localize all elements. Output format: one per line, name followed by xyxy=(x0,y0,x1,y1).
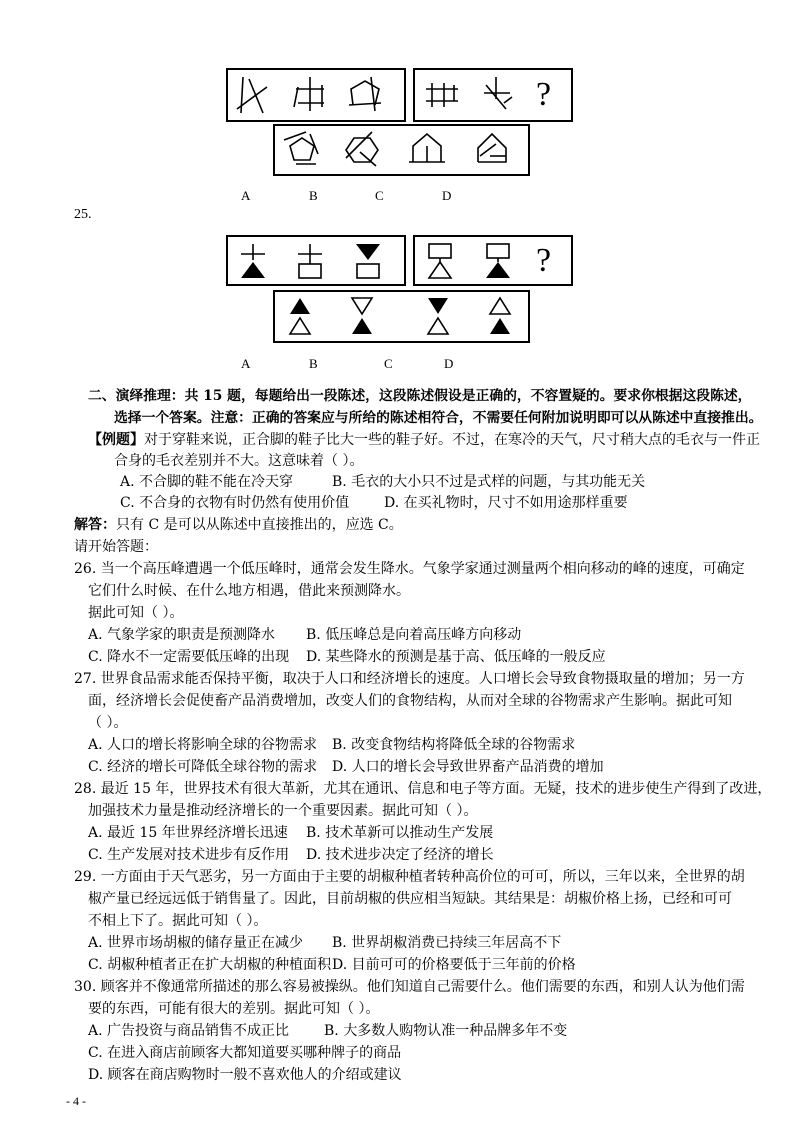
q27-option-c: C. 经济的增长可降低全球谷物的需求 xyxy=(88,759,318,775)
q27-line-1: 27. 世界食品需求能否保持平衡，取决于人口和经济增长的速度。人口增长会导致食物摄取量的增加；另一方 xyxy=(74,671,745,687)
q24-figure-1 xyxy=(233,73,273,117)
q30-option-d: D. 顾客在商店购物时一般不喜欢他人的介绍或建议 xyxy=(88,1067,402,1083)
q29-option-c: C. 胡椒种植者正在扩大胡椒的种植面积 xyxy=(88,957,332,973)
q25-figure-4 xyxy=(420,240,460,282)
q26-option-a: A. 气象学家的职责是预测降水 xyxy=(88,627,276,643)
q25-option-d-figure xyxy=(480,294,520,340)
q30-option-b: B. 大多数人购物认准一种品牌多年不变 xyxy=(324,1023,568,1039)
example-text: 对于穿鞋来说，正合脚的鞋子比大一些的鞋子好。不过，在寒冷的天气，尺寸稍大点的毛衣与一件正 xyxy=(144,432,760,448)
q24-figure-4 xyxy=(422,73,462,117)
q24-option-d-figure xyxy=(470,128,514,172)
q27-option-b: B. 改变食物结构将降低全球的谷物需求 xyxy=(332,737,576,753)
q27-option-a: A. 人口的增长将影响全球的谷物需求 xyxy=(88,737,318,753)
q24-option-b-figure xyxy=(340,128,384,172)
q25-figure-3 xyxy=(348,240,388,282)
q28-option-c: C. 生产发展对技术进步有反作用 xyxy=(88,847,290,863)
example-paragraph-line-2: 合身的毛衣差别并不大。这意味着（ ）。 xyxy=(114,453,364,469)
example-paragraph-line-1 xyxy=(88,430,760,450)
q29-option-a: A. 世界市场胡椒的储存量正在减少 xyxy=(88,935,304,951)
q29-line-1: 29. 一方面由于天气恶劣，另一方面由于主要的胡椒种植者转种高价位的可可，所以，三年以来，全世界的胡 xyxy=(74,869,745,885)
q29-option-d: D. 目前可可的价格要低于三年前的价格 xyxy=(332,957,576,973)
q28-option-b: B. 技术革新可以推动生产发展 xyxy=(306,825,494,841)
q25-option-c-figure xyxy=(418,294,458,340)
q25-option-label-b: B xyxy=(309,356,318,371)
q25-option-b-figure xyxy=(342,294,382,340)
q28-option-a: A. 最近 15 年世界经济增长迅速 xyxy=(88,825,288,841)
q29-option-b: B. 世界胡椒消费已持续三年居高不下 xyxy=(332,935,562,951)
q27-option-d: D. 人口的增长会导致世界畜产品消费的增加 xyxy=(332,759,604,775)
q24-option-label-c: C xyxy=(375,188,384,203)
example-option-d: D. 在买礼物时，尺寸不如用途那样重要 xyxy=(384,495,628,511)
q28-option-d: D. 技术进步决定了经济的增长 xyxy=(306,847,494,863)
q24-option-label-d: D xyxy=(442,188,452,203)
q27-line-2: 面，经济增长会促使畜产品消费增加，改变人们的食物结构，从而对全球的谷物需求产生影响。据此可知 xyxy=(88,693,732,709)
answer-line xyxy=(74,515,403,535)
q25-option-a-figure xyxy=(280,294,320,340)
q26-line-1: 26. 当一个高压峰遭遇一个低压峰时，通常会发生降水。气象学家通过测量两个相向移动的峰的速度，可确定 xyxy=(74,561,745,577)
q30-option-a: A. 广告投资与商品销售不成正比 xyxy=(88,1023,290,1039)
q30-line-1: 30. 顾客并不像通常所描述的那么容易被操纵。他们知道自己需要什么。他们需要的东西，和别人认为他们需 xyxy=(74,979,745,995)
q29-line-2: 椒产量已经远远低于销售量了。因此，目前胡椒的供应相当短缺。其结果是：胡椒价格上扬，已经和可可 xyxy=(88,891,732,907)
page-number: - 4 - xyxy=(66,1094,86,1108)
q24-option-c-figure xyxy=(405,128,449,172)
q25-number: 25. xyxy=(74,207,92,222)
example-option-c: C. 不合身的衣物有时仍然有使用价值 xyxy=(120,495,350,511)
example-tag: 【例题】 xyxy=(88,432,144,448)
q24-option-label-a: A xyxy=(241,188,251,203)
start-line: 请开始答题： xyxy=(74,539,158,555)
q27-line-3: （ ）。 xyxy=(88,715,128,731)
q25-option-label-a: A xyxy=(241,356,251,371)
q24-option-label-b: B xyxy=(309,188,318,203)
q25-question-mark: ? xyxy=(536,242,552,279)
q26-option-c: C. 降水不一定需要低压峰的出现 xyxy=(88,649,290,665)
answer-text: 只有 C 是可以从陈述中直接推出的，应选 C。 xyxy=(116,517,403,533)
q24-figure-3 xyxy=(345,73,385,117)
q24-figure-5 xyxy=(478,73,518,117)
section-title-line-1: 二、演绎推理：共 15 题，每题给出一段陈述，这段陈述假设是正确的，不容置疑的。要求你根据这段陈述， xyxy=(88,388,752,404)
q25-option-label-c: C xyxy=(384,356,393,371)
q28-line-2: 加强技术力量是推动经济增长的一个重要因素。据此可知（ ）。 xyxy=(88,803,478,819)
section-title-line-2: 选择一个答案。注意：正确的答案应与所给的陈述相符合，不需要任何附加说明即可以从陈述中直接推出。 xyxy=(114,410,763,426)
q29-line-3: 不相上下了。据此可知（ ）。 xyxy=(88,913,268,929)
example-option-b: B. 毛衣的大小只不过是式样的问题，与其功能无关 xyxy=(332,474,646,490)
q28-line-1: 28. 最近 15 年，世界技术有很大革新，尤其在通讯、信息和电子等方面。无疑，技术的进步使生产得到了改进， xyxy=(74,781,772,797)
example-option-a: A. 不合脚的鞋不能在冷天穿 xyxy=(120,474,294,490)
q24-figure-2 xyxy=(290,73,330,117)
q30-line-2: 要的东西，可能有很大的差别。据此可知（ ）。 xyxy=(88,1001,380,1017)
q26-option-d: D. 某些降水的预测是基于高、低压峰的一般反应 xyxy=(306,649,606,665)
q25-figure-5 xyxy=(478,240,518,282)
q30-option-c: C. 在进入商店前顾客大都知道要买哪种牌子的商品 xyxy=(88,1045,402,1061)
q24-question-mark: ? xyxy=(536,76,552,113)
q26-line-3: 据此可知（ ）。 xyxy=(88,605,184,621)
q25-figure-2 xyxy=(290,240,330,282)
answer-label: 解答： xyxy=(74,517,116,533)
q24-option-a-figure xyxy=(280,128,324,172)
q26-option-b: B. 低压峰总是向着高压峰方向移动 xyxy=(306,627,522,643)
q25-option-label-d: D xyxy=(444,356,454,371)
q25-figure-1 xyxy=(233,240,273,282)
q26-line-2: 它们什么时候、在什么地方相遇，借此来预测降水。 xyxy=(88,583,410,599)
